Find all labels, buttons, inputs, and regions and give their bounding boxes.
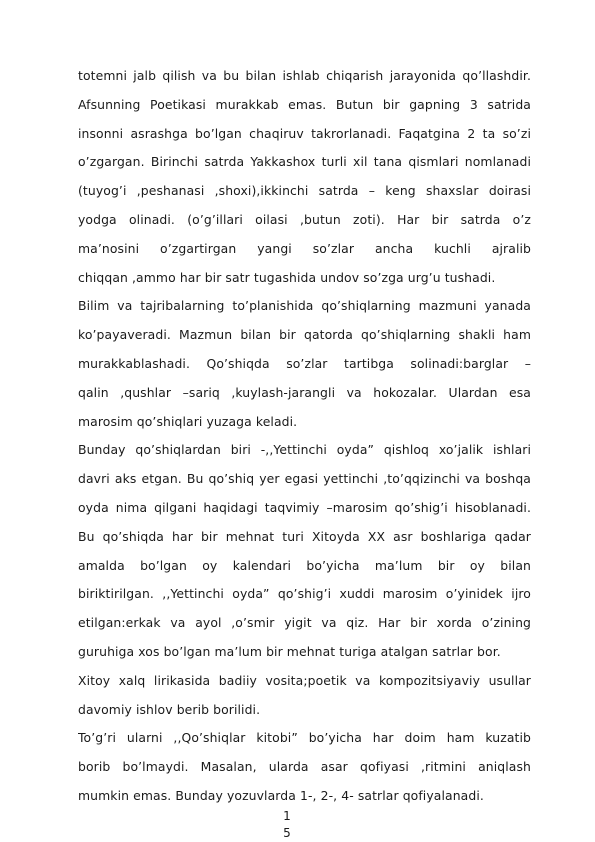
- text-line: o’zgargan. Birinchi satrda Yakkashox turli xil tana qismlari nomlanadi: [78, 154, 531, 170]
- text-line: To’g’ri ularni ,,Qo’shiqlar kitobi” bo’yicha har doim ham kuzatib: [78, 730, 531, 746]
- text-line: (tuyog’i ,peshanasi ,shoxi),ikkinchi satrda – keng shaxslar doirasi: [78, 183, 531, 199]
- page-number-digit-1: 1: [283, 809, 291, 823]
- text-line: Bilim va tajribalarning to’planishida qo’shiqlarning mazmuni yanada: [78, 298, 531, 314]
- text-line: biriktirilgan. ,,Yettinchi oyda” qo’shig’i xuddi marosim o’yinidek ijro: [78, 586, 531, 602]
- text-line: etilgan:erkak va ayol ,o’smir yigit va qiz. Har bir xorda o’zining: [78, 615, 531, 631]
- text-line: Bunday qo’shiqlardan biri -,,Yettinchi oyda” qishloq xo’jalik ishlari: [78, 442, 531, 458]
- text-line: davomiy ishlov berib borilidi.: [78, 701, 261, 717]
- body-text: [78, 62, 531, 811]
- text-line: amalda bo’lgan oy kalendari bo’yicha ma’lum bir oy bilan: [78, 557, 531, 573]
- text-line: davri aks etgan. Bu qo’shiq yer egasi yettinchi ,to’qqizinchi va boshqa: [78, 471, 531, 487]
- text-line: yodga olinadi. (o’g’illari oilasi ,butun zoti). Har bir satrda o’z: [78, 211, 531, 227]
- text-line: Afsunning Poetikasi murakkab emas. Butun bir gapning 3 satrida: [78, 96, 531, 112]
- text-line: guruhiga xos bo’lgan ma’lum bir mehnat turiga atalgan satrlar bor.: [78, 643, 501, 659]
- text-line: totemni jalb qilish va bu bilan ishlab chiqarish jarayonida qo’llashdir.: [78, 68, 531, 83]
- text-line: ma’nosini o’zgartirgan yangi so’zlar ancha kuchli ajralib: [78, 240, 531, 256]
- text-line: ko’payaveradi. Mazmun bilan bir qatorda qo’shiqlarning shakli ham: [78, 327, 531, 343]
- text-line: oyda nima qilgani haqidagi taqvimiy –marosim qo’shig’i hisoblanadi.: [78, 499, 531, 515]
- text-line: murakkablashadi. Qo’shiqda so’zlar tartibga solinadi:barglar –: [78, 355, 531, 371]
- text-line: Bu qo’shiqda har bir mehnat turi Xitoyda XX asr boshlariga qadar: [78, 528, 531, 544]
- page-number-digit-2: 5: [283, 826, 291, 840]
- text-line: Xitoy xalq lirikasida badiiy vosita;poetik va kompozitsiyaviy usullar: [78, 672, 531, 688]
- text-line: mumkin emas. Bunday yozuvlarda 1-, 2-, 4- satrlar qofiyalanadi.: [78, 787, 484, 803]
- text-line: insonni asrashga bo’lgan chaqiruv takrorlanadi. Faqatgina 2 ta so’zi: [78, 125, 531, 141]
- text-line: chiqqan ,ammo har bir satr tugashida undov so’zga urg’u tushadi.: [78, 269, 496, 285]
- text-line: marosim qo’shiqlari yuzaga keladi.: [78, 413, 298, 429]
- text-line: borib bo’lmaydi. Masalan, ularda asar qofiyasi ,ritmini aniqlash: [78, 759, 531, 775]
- page-number: [281, 808, 293, 842]
- text-line: qalin ,qushlar –sariq ,kuylash-jarangli va hokozalar. Ulardan esa: [78, 384, 531, 400]
